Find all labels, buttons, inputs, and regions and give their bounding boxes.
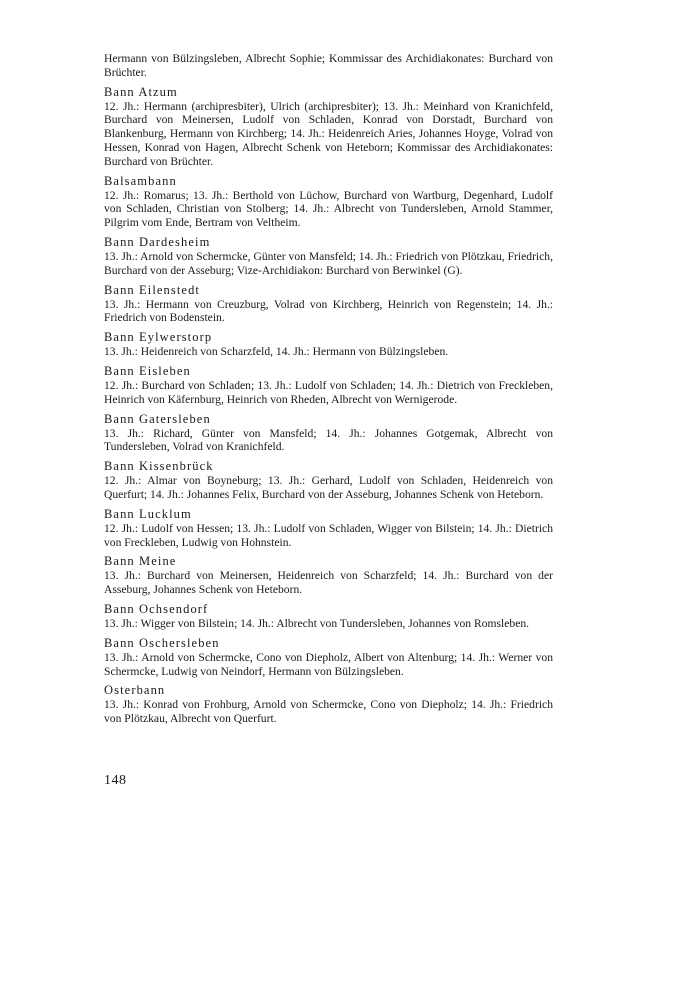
entry-bann-lucklum <box>104 507 553 550</box>
entry-text: 12. Jh.: Burchard von Schladen; 13. Jh.: Ludolf von Schladen; 14. Jh.: Dietrich von Freckleben, Heinrich von Käfernburg, Heinrich von Rheden, Albrecht von Wernigerode. <box>104 378 553 406</box>
entry-text: 13. Jh.: Wigger von Bilstein; 14. Jh.: Albrecht von Tundersleben, Johannes von Romsleben. <box>104 616 530 630</box>
entry-osterbann <box>104 683 553 726</box>
entry-text: 13. Jh.: Hermann von Creuzburg, Volrad von Kirchberg, Heinrich von Regenstein; 14. Jh.: Friedrich von Bodenstein. <box>104 297 553 325</box>
entry-bann-eisleben <box>104 364 553 407</box>
entry-bann-eilenstedt <box>104 283 553 326</box>
entry-text: 13. Jh.: Burchard von Meinersen, Heidenreich von Scharzfeld; 14. Jh.: Burchard von der Asseburg, Johannes Schenk von Heteborn. <box>104 569 553 597</box>
entry-heading: Bann Oschersleben <box>104 635 220 650</box>
entry-heading: Bann Dardesheim <box>104 234 211 249</box>
page-content <box>104 52 553 726</box>
entry-heading: Bann Ochsendorf <box>104 601 209 616</box>
entry-text: 12. Jh.: Hermann (archipresbiter), Ulrich (archipresbiter); 13. Jh.: Meinhard von Kranichfeld, Burchard von Meinersen, Ludolf von Schladen, Konrad von Dorstadt, Burchard von Blankenburg, Hermann von Kirchberg; 14. Jh.: Heidenreich Aries, Johannes Hoyge, Volrad von Hessen, Konrad von Hagen, Albrecht Schenk von Heteborn; Kommissar des Archidiakonates: Burchard von Brüchter. <box>104 99 553 168</box>
entry-heading: Bann Eisleben <box>104 363 191 378</box>
entry-bann-meine <box>104 554 553 597</box>
entry-heading: Balsambann <box>104 173 177 188</box>
entry-heading: Osterbann <box>104 683 166 698</box>
entry-heading: Bann Eilenstedt <box>104 282 200 297</box>
entry-text: 13. Jh.: Richard, Günter von Mansfeld; 14. Jh.: Johannes Gotgemak, Albrecht von Tundersleben, Volrad von Kranichfeld. <box>104 426 553 454</box>
entry-text: 13. Jh.: Heidenreich von Scharzfeld, 14. Jh.: Hermann von Bülzingsleben. <box>104 345 449 359</box>
entry-text: 12. Jh.: Almar von Boyneburg; 13. Jh.: Gerhard, Ludolf von Schladen, Heidenreich von Querfurt; 14. Jh.: Johannes Felix, Burchard von der Asseburg, Johannes Schenk von Heteborn. <box>104 474 553 501</box>
entry-heading: Bann Meine <box>104 554 177 569</box>
entry-bann-kissenbrueck <box>104 459 553 502</box>
entry-text: 12. Jh.: Ludolf von Hessen; 13. Jh.: Ludolf von Schladen, Wigger von Bilstein; 14. Jh.: Dietrich von Freckleben, Ludwig von Hohnstein. <box>104 521 553 549</box>
entry-heading: Bann Gatersleben <box>104 411 211 426</box>
entry-text: 12. Jh.: Romarus; 13. Jh.: Berthold von Lüchow, Burchard von Wartburg, Degenhard, Ludolf von Schladen, Christian von Stolberg; 14. Jh.: Albrecht von Tundersleben, Arnold Stammer, Pilgrim vom Ende, Bertram von Veltheim. <box>104 188 553 230</box>
entry-bann-oschersleben <box>104 636 553 679</box>
entry-text: 13. Jh.: Arnold von Schermcke, Günter von Mansfeld; 14. Jh.: Friedrich von Plötzkau, Friedrich, Burchard von der Asseburg; Vize-Archidiakon: Burchard von Berwinkel (G). <box>104 249 553 277</box>
page-number: 148 <box>104 773 127 788</box>
entry-text: 13. Jh.: Arnold von Schermcke, Cono von Diepholz, Albert von Altenburg; 14. Jh.: Werner von Schermcke, Ludwig von Neindorf, Hermann von Bülzingsleben. <box>104 650 553 678</box>
entry-heading: Bann Atzum <box>104 84 178 99</box>
intro-entry <box>104 52 553 80</box>
entry-balsambann <box>104 174 553 230</box>
entry-text: 13. Jh.: Konrad von Frohburg, Arnold von Schermcke, Cono von Diepholz; 14. Jh.: Friedrich von Plötzkau, Albrecht von Querfurt. <box>104 698 553 726</box>
entry-bann-dardesheim <box>104 235 553 278</box>
entry-heading: Bann Lucklum <box>104 506 192 521</box>
entry-heading: Bann Eylwerstorp <box>104 330 213 345</box>
entry-heading: Bann Kissenbrück <box>104 459 214 474</box>
entry-bann-atzum <box>104 85 553 169</box>
entry-bann-eylwerstorp <box>104 330 553 359</box>
entry-bann-gatersleben <box>104 412 553 455</box>
intro-text: Hermann von Bülzingsleben, Albrecht Sophie; Kommissar des Archidiakonates: Burchard von Brüchter. <box>104 52 553 79</box>
entry-bann-ochsendorf <box>104 602 553 631</box>
